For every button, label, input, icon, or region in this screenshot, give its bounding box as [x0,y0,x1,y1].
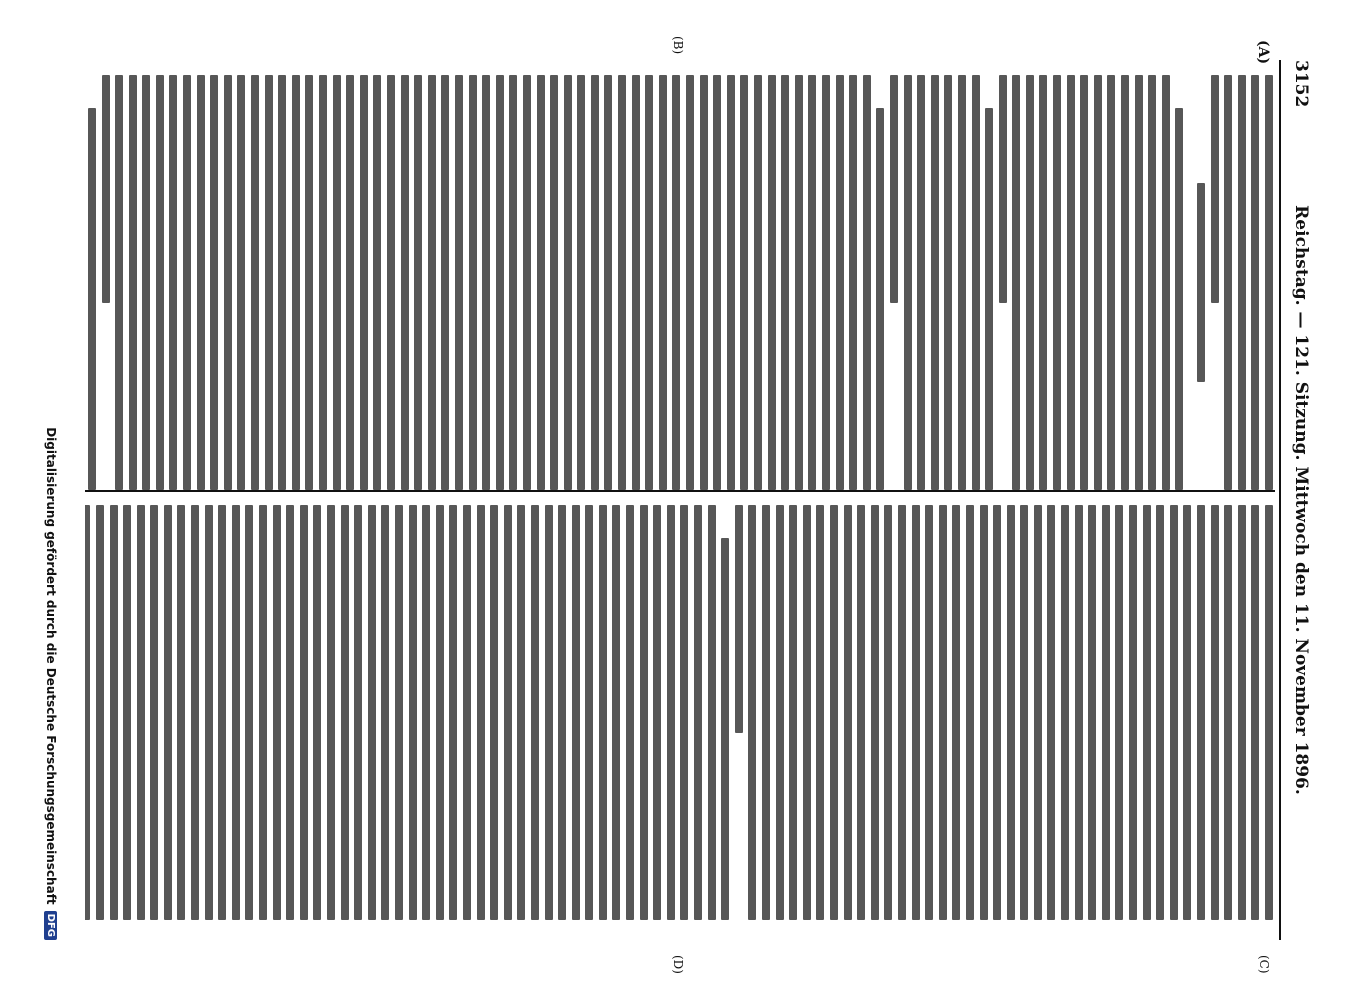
text-line [414,75,422,490]
text-line [605,75,613,490]
text-line [259,505,267,920]
text-line [645,75,653,490]
text-line [327,505,335,920]
text-line [999,75,1007,303]
text-line [1183,505,1191,920]
text-line [545,505,553,920]
text-line [1197,183,1205,382]
text-line [632,75,640,490]
text-line [436,505,444,920]
text-line [748,505,756,920]
text-line [1107,75,1115,490]
text-line [96,505,104,920]
text-line [469,75,477,490]
text-line [776,505,784,920]
text-line [102,75,110,303]
text-line [205,505,213,920]
text-line [395,505,403,920]
text-line [789,505,797,920]
text-line [292,75,300,490]
text-line [237,75,245,490]
text-line [795,75,803,490]
text-line [898,505,906,920]
text-line [300,505,308,920]
text-line [509,75,517,490]
text-line [917,75,925,490]
text-line [360,75,368,490]
text-line [463,505,471,920]
text-line [504,505,512,920]
text-line [626,505,634,920]
text-line [993,505,1001,920]
text-line [939,505,947,920]
text-line [537,75,545,490]
text-line [762,505,770,920]
text-line [768,75,776,490]
column-divider [85,490,1275,492]
text-line [871,505,879,920]
text-line [599,505,607,920]
text-line [680,505,688,920]
text-line [708,505,716,920]
text-line [1102,505,1110,920]
text-column-left [85,75,1273,490]
text-line [1135,75,1143,490]
text-line [830,505,838,920]
text-line [305,75,313,490]
text-line [88,108,96,490]
text-line [727,75,735,490]
text-line [694,505,702,920]
text-column-right [85,505,1273,920]
text-line [517,505,525,920]
page-header [1285,60,1313,940]
text-line [925,505,933,920]
text-line [387,75,395,490]
text-line [1197,505,1205,920]
text-line [952,505,960,920]
text-line [401,75,409,490]
text-line [251,75,259,490]
text-line [1175,108,1183,490]
text-line [341,505,349,920]
text-line [550,75,558,490]
text-line [1129,505,1137,920]
text-line [1148,75,1156,490]
text-line [115,75,123,490]
text-line [278,75,286,490]
margin-marker-c: (C) [1257,955,1271,974]
text-line [876,108,884,490]
text-line [1251,75,1259,490]
text-line [808,75,816,490]
text-line [613,505,621,920]
text-line [904,75,912,490]
credit-text: Digitalisierung gefördert durch die Deutsche Forschungsgemeinschaft [44,427,58,905]
text-line [333,75,341,490]
text-line [1034,505,1042,920]
text-line [572,505,580,920]
text-line [640,505,648,920]
dfg-logo: DFG [44,911,57,940]
text-line [966,505,974,920]
text-line [740,75,748,490]
text-line [1080,75,1088,490]
text-line [985,108,993,490]
text-line [1061,505,1069,920]
text-line [564,75,572,490]
text-line [653,505,661,920]
text-line [822,75,830,490]
text-line [1238,505,1246,920]
text-line [1012,75,1020,490]
text-line [110,505,118,920]
text-line [1088,505,1096,920]
text-line [218,505,226,920]
text-line [346,75,354,490]
text-line [618,75,626,490]
text-line [531,505,539,920]
text-line [137,505,145,920]
text-line [319,75,327,490]
text-line [368,505,376,920]
text-line [455,75,463,490]
text-line [428,75,436,490]
text-line [735,505,743,733]
text-line [1067,75,1075,490]
text-line [1040,75,1048,490]
text-line [409,505,417,920]
text-line [490,505,498,920]
text-line [1121,75,1129,490]
text-line [1115,505,1123,920]
text-line [912,505,920,920]
text-line [496,75,504,490]
text-line [1156,505,1164,920]
text-line [591,75,599,490]
text-line [1265,75,1273,490]
text-line [156,75,164,490]
text-line [523,75,531,490]
text-line [1224,505,1232,920]
text-line [1094,75,1102,490]
text-line [754,75,762,490]
text-line [477,505,485,920]
text-line [1007,505,1015,920]
text-line [1026,75,1034,490]
margin-marker-a: (A) [1255,40,1271,65]
text-line [890,75,898,303]
margin-marker-b: (B) [671,36,685,55]
text-line [224,75,232,490]
text-line [286,505,294,920]
text-line [972,75,980,490]
paragraph-gap [1183,75,1191,490]
text-line [129,75,137,490]
text-line [844,505,852,920]
text-line [667,505,675,920]
header-rule [1279,60,1281,940]
text-line [721,538,729,920]
text-line [944,75,952,490]
text-line [178,505,186,920]
text-line [191,505,199,920]
text-line [686,75,694,490]
text-line [713,75,721,490]
page-number: 3152 [1291,60,1311,108]
text-line [803,505,811,920]
text-line [849,75,857,490]
text-line [836,75,844,490]
text-line [373,75,381,490]
text-line [265,75,273,490]
text-line [449,505,457,920]
text-line [863,75,871,490]
text-line [672,75,680,490]
text-line [422,505,430,920]
text-line [164,505,172,920]
text-line [659,75,667,490]
text-line [245,505,253,920]
digitization-credit [28,0,58,1000]
text-line [197,75,205,490]
margin-marker-d: (D) [671,955,685,974]
text-line [585,505,593,920]
text-line [85,505,90,920]
text-line [884,505,892,920]
text-line [857,505,865,920]
text-line [313,505,321,920]
text-line [980,505,988,920]
text-line [381,505,389,920]
text-line [1251,505,1259,920]
text-line [931,75,939,490]
text-line [1162,75,1170,490]
text-line [183,75,191,490]
text-line [1211,75,1219,303]
text-line [1020,505,1028,920]
page-title: Reichstag. — 121. Sitzung. Mittwoch den 11. November 1896. [1291,205,1311,795]
text-line [210,75,218,490]
text-line [700,75,708,490]
text-line [123,505,131,920]
text-line [441,75,449,490]
text-line [781,75,789,490]
text-line [150,505,158,920]
text-line [1143,505,1151,920]
text-line [1238,75,1246,490]
text-line [354,505,362,920]
text-line [142,75,150,490]
text-line [577,75,585,490]
text-line [816,505,824,920]
text-line [1265,505,1273,920]
text-line [1075,505,1083,920]
text-line [1048,505,1056,920]
text-line [482,75,490,490]
text-line [1211,505,1219,920]
text-line [232,505,240,920]
text-line [1053,75,1061,490]
text-line [958,75,966,490]
text-line [558,505,566,920]
text-line [1170,505,1178,920]
text-line [273,505,281,920]
text-line [170,75,178,490]
text-line [1224,75,1232,490]
